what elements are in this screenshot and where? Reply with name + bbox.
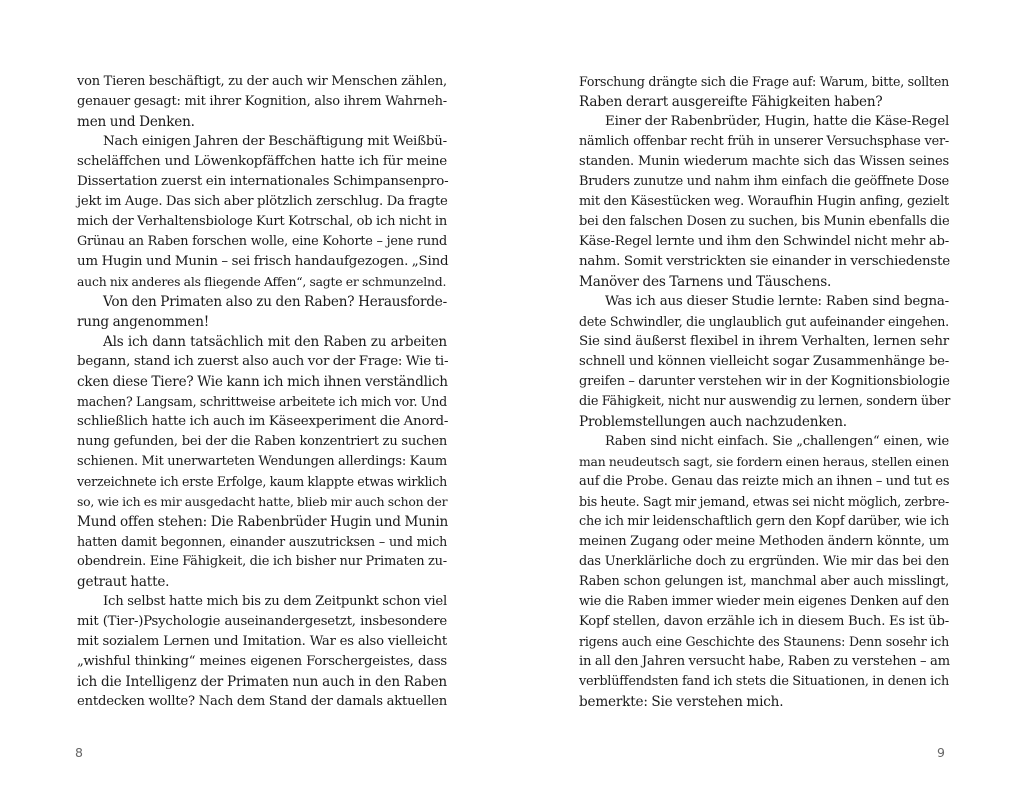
text-line: standen. Munin wiederum machte sich das Wissen seines [579,154,949,169]
text-line: von Tieren beschäftigt, zu der auch wir Menschen zählen, [77,74,447,89]
text-line: Was ich aus dieser Studie lernte: Raben sind begna- [605,294,949,309]
text-line: nämlich offenbar recht früh in unserer Versuchsphase ver- [579,134,949,149]
text-line: Forschung drängte sich die Frage auf: Warum, bitte, sollten [579,74,949,89]
text-line: genauer gesagt: mit ihrer Kognition, also ihrem Wahrneh- [77,94,447,109]
right-page-text [579,72,949,712]
text-line: nahm. Somit verstrickten sie einander in verschiedenste [579,254,951,269]
text-line: Sie sind äußerst flexibel in ihrem Verhalten, lernen sehr [579,334,949,349]
text-line: che ich mir leidenschaftlich gern den Kopf darüber, wie ich [579,514,949,529]
text-line: auch nix anderes als fliegende Affen“, sagte er schmunzelnd. [77,274,447,289]
right-page [510,0,1020,794]
text-line: jekt im Auge. Das sich aber plötzlich zerschlug. Da fragte [77,194,448,209]
text-line: dete Schwindler, die unglaublich gut aufeinander eingehen. [579,314,949,329]
text-line: so, wie ich es mir ausgedacht hatte, blieb mir auch schon der [77,494,448,509]
text-line: Grünau an Raben forschen wolle, eine Kohorte – jene rund [77,234,447,249]
text-line: men und Denken. [77,114,195,130]
text-line: cken diese Tiere? Wie kann ich mich ihnen verständlich [77,374,448,390]
text-line: bemerkte: Sie verstehen mich. [579,694,784,710]
right-page-number: 9 [937,745,945,760]
text-line: rigens auch eine Geschichte des Staunens: Denn sosehr ich [579,634,949,649]
text-line: nung gefunden, bei der die Raben konzentriert zu suchen [77,434,447,449]
text-line: schnell und können vielleicht sogar Zusammenhänge be- [579,354,949,369]
text-line: Raben schon gelungen ist, manchmal aber auch misslingt, [579,574,949,589]
text-line: schließlich hatte ich auch im Käseexperiment die Anord- [77,414,449,429]
text-line: in all den Jahren versucht habe, Raben zu verstehen – am [579,654,950,669]
text-line: verzeichnete ich erste Erfolge, kaum klappte etwas wirklich [77,474,447,489]
text-line: ich die Intelligenz der Primaten nun auch in den Raben [77,674,447,690]
left-page-text [77,72,447,712]
text-line: obendrein. Eine Fähigkeit, die ich bisher nur Primaten zu- [77,554,447,569]
text-line: machen? Langsam, schrittweise arbeitete ich mich vor. Und [77,394,447,409]
text-line: Mund offen stehen: Die Rabenbrüder Hugin und Munin [77,514,449,530]
text-line: scheläffchen und Löwenkopfäffchen hatte ich für meine [77,154,447,169]
text-line: Raben sind nicht einfach. Sie „challengen“ einen, wie [605,434,949,449]
text-line: man neudeutsch sagt, sie fordern einen heraus, stellen einen [579,454,949,469]
text-line: Bruders zunutze und nahm ihm einfach die geöffnete Dose [579,174,949,189]
left-page-number: 8 [75,745,83,760]
text-line: um Hugin und Munin – sei frisch handaufgezogen. „Sind [77,254,449,269]
text-line: Raben derart ausgereifte Fähigkeiten haben? [579,94,883,110]
text-line: Käse-Regel lernte und ihm den Schwindel nicht mehr ab- [579,234,949,249]
text-line: meinen Zugang oder meine Methoden ändern könnte, um [579,534,949,549]
text-line: Problemstellungen auch nachzudenken. [579,414,847,430]
text-line: das Unerklärliche doch zu ergründen. Wie mir das bei den [579,554,949,569]
text-line: bei den falschen Dosen zu suchen, bis Munin ebenfalls die [579,214,950,229]
text-line: Dissertation zuerst ein internationales Schimpansenpro- [77,174,449,189]
text-line: Einer der Rabenbrüder, Hugin, hatte die Käse-Regel [605,114,950,129]
text-line: auf die Probe. Genau das reizte mich an ihnen – und tut es [579,474,950,489]
text-line: schienen. Mit unerwarteten Wendungen allerdings: Kaum [77,454,447,469]
text-line: Nach einigen Jahren der Beschäftigung mit Weißbü- [103,134,447,149]
text-line: Ich selbst hatte mich bis zu dem Zeitpunkt schon viel [103,594,447,609]
text-line: Manöver des Tarnens und Täuschens. [579,274,832,290]
text-line: mit den Käsestücken weg. Woraufhin Hugin anfing, gezielt [579,194,949,209]
text-line: rung angenommen! [77,314,210,330]
text-line: verblüffendsten fand ich stets die Situationen, in denen ich [579,674,949,689]
text-line: Von den Primaten also zu den Raben? Herausforde- [103,294,447,310]
text-line: Als ich dann tatsächlich mit den Raben zu arbeiten [103,334,447,350]
text-line: entdecken wollte? Nach dem Stand der damals aktuellen [77,694,447,709]
text-line: hatten damit begonnen, einander auszutricksen – und mich [77,534,447,549]
text-line: „wishful thinking“ meines eigenen Forschergeistes, dass [77,654,447,669]
text-line: greifen – darunter verstehen wir in der Kognitionsbiologie [579,374,950,389]
text-line: bis heute. Sagt mir jemand, etwas sei nicht möglich, zerbre- [579,494,949,509]
text-line: mit sozialem Lernen und Imitation. War es also vielleicht [77,634,447,649]
text-line: mich der Verhaltensbiologe Kurt Kotrschal, ob ich nicht in [77,214,447,229]
text-line: mit (Tier-)Psychologie auseinandergesetzt, insbesondere [77,614,447,629]
text-line: die Fähigkeit, nicht nur auswendig zu lernen, sondern über [579,394,951,409]
text-line: getraut hatte. [77,574,170,590]
text-line: wie die Raben immer wieder mein eigenes Denken auf den [579,594,949,609]
text-line: begann, stand ich zuerst also auch vor der Frage: Wie ti- [77,354,449,369]
text-line: Kopf stellen, davon erzähle ich in diesem Buch. Es ist üb- [579,614,949,629]
